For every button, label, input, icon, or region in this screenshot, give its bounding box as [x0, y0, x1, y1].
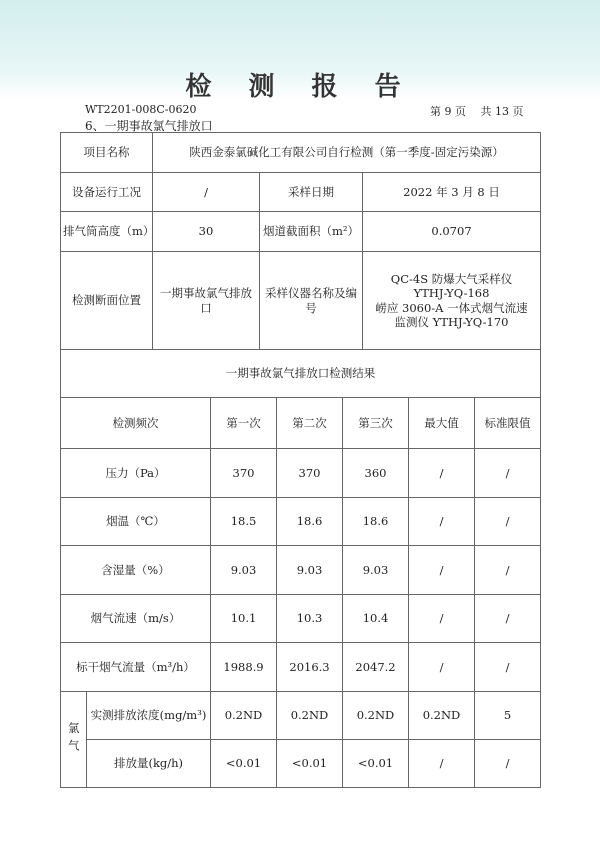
group-label: 氯气: [61, 691, 87, 787]
date-label: 采样日期: [260, 173, 363, 212]
header-cell: 第一次: [211, 398, 277, 449]
header-cell: 标准限值: [475, 398, 541, 449]
area-label: 烟道截面积（m²）: [260, 212, 363, 252]
row-value: /: [409, 497, 475, 546]
row-value: 10.4: [343, 594, 409, 643]
row-value: 2047.2: [343, 643, 409, 692]
row-value: 0.2ND: [343, 691, 409, 739]
header-cell: 第二次: [277, 398, 343, 449]
row-value: /: [475, 497, 541, 546]
row-label: 压力（Pa）: [61, 449, 211, 498]
results-title: 一期事故氯气排放口检测结果: [61, 350, 541, 398]
row-value: 1988.9: [211, 643, 277, 692]
row-value: 0.2ND: [211, 691, 277, 739]
instrument-line: 崂应 3060-A 一体式烟气流速: [375, 300, 528, 315]
condition-label: 设备运行工况: [61, 173, 153, 212]
table-row: [61, 449, 541, 498]
row-label: 实测排放浓度(mg/m³): [87, 691, 211, 739]
row-value: 10.1: [211, 594, 277, 643]
report-title: 检 测 报 告: [185, 72, 415, 102]
table-row: [61, 643, 541, 692]
table-row: [61, 691, 541, 739]
row-value: 9.03: [211, 546, 277, 595]
instrument-line: 监测仪 YTHJ-YQ-170: [394, 314, 509, 329]
row-value: 2016.3: [277, 643, 343, 692]
row-value: 18.6: [277, 497, 343, 546]
row-label: 排放量(kg/h): [87, 739, 211, 787]
height-label: 排气筒高度（m）: [61, 212, 153, 252]
row-value: 0.2ND: [409, 691, 475, 739]
row-value: /: [409, 739, 475, 787]
table-row: [61, 739, 541, 787]
date-value: 2022 年 3 月 8 日: [363, 173, 541, 212]
section-title: 6、一期事故氯气排放口: [85, 119, 213, 133]
project-label: 项目名称: [61, 133, 153, 173]
row-value: /: [409, 643, 475, 692]
header-row: [61, 398, 541, 449]
row-value: /: [475, 449, 541, 498]
position-value: 一期事故氯气排放口: [153, 252, 260, 350]
row-value: /: [475, 594, 541, 643]
header-cell: 检测频次: [61, 398, 211, 449]
condition-value: /: [153, 173, 260, 212]
instrument-value: [363, 252, 541, 350]
position-label: 检测断面位置: [61, 252, 153, 350]
row-value: /: [409, 449, 475, 498]
row-value: /: [475, 546, 541, 595]
height-value: 30: [153, 212, 260, 252]
table-row: [61, 497, 541, 546]
row-value: 360: [343, 449, 409, 498]
row-value: 5: [475, 691, 541, 739]
instrument-line: QC-4S 防爆大气采样仪: [390, 271, 513, 286]
page-info: 第 9 页 共 13 页: [430, 105, 524, 118]
row-value: <0.01: [343, 739, 409, 787]
row-value: 370: [211, 449, 277, 498]
project-value: 陕西金泰氯碱化工有限公司自行检测（第一季度-固定污染源）: [153, 133, 541, 173]
row-value: 9.03: [277, 546, 343, 595]
row-value: 10.3: [277, 594, 343, 643]
row-label: 标干烟气流量（m³/h）: [61, 643, 211, 692]
header-cell: 最大值: [409, 398, 475, 449]
instrument-line: YTHJ-YQ-168: [413, 286, 490, 301]
row-value: 370: [277, 449, 343, 498]
row-value: 0.2ND: [277, 691, 343, 739]
row-value: <0.01: [277, 739, 343, 787]
header-cell: 第三次: [343, 398, 409, 449]
table-row: [61, 546, 541, 595]
row-value: /: [409, 546, 475, 595]
results-table: [60, 349, 541, 788]
row-value: /: [475, 643, 541, 692]
instrument-label: 采样仪器名称及编号: [260, 252, 363, 350]
row-value: /: [409, 594, 475, 643]
row-value: 9.03: [343, 546, 409, 595]
row-value: 18.6: [343, 497, 409, 546]
row-value: 18.5: [211, 497, 277, 546]
report-code: WT2201-008C-0620: [85, 103, 197, 116]
table-row: [61, 594, 541, 643]
row-value: <0.01: [211, 739, 277, 787]
info-table: [60, 132, 541, 350]
row-value: /: [475, 739, 541, 787]
row-label: 烟温（℃）: [61, 497, 211, 546]
row-label: 含湿量（%）: [61, 546, 211, 595]
row-label: 烟气流速（m/s）: [61, 594, 211, 643]
area-value: 0.0707: [363, 212, 541, 252]
